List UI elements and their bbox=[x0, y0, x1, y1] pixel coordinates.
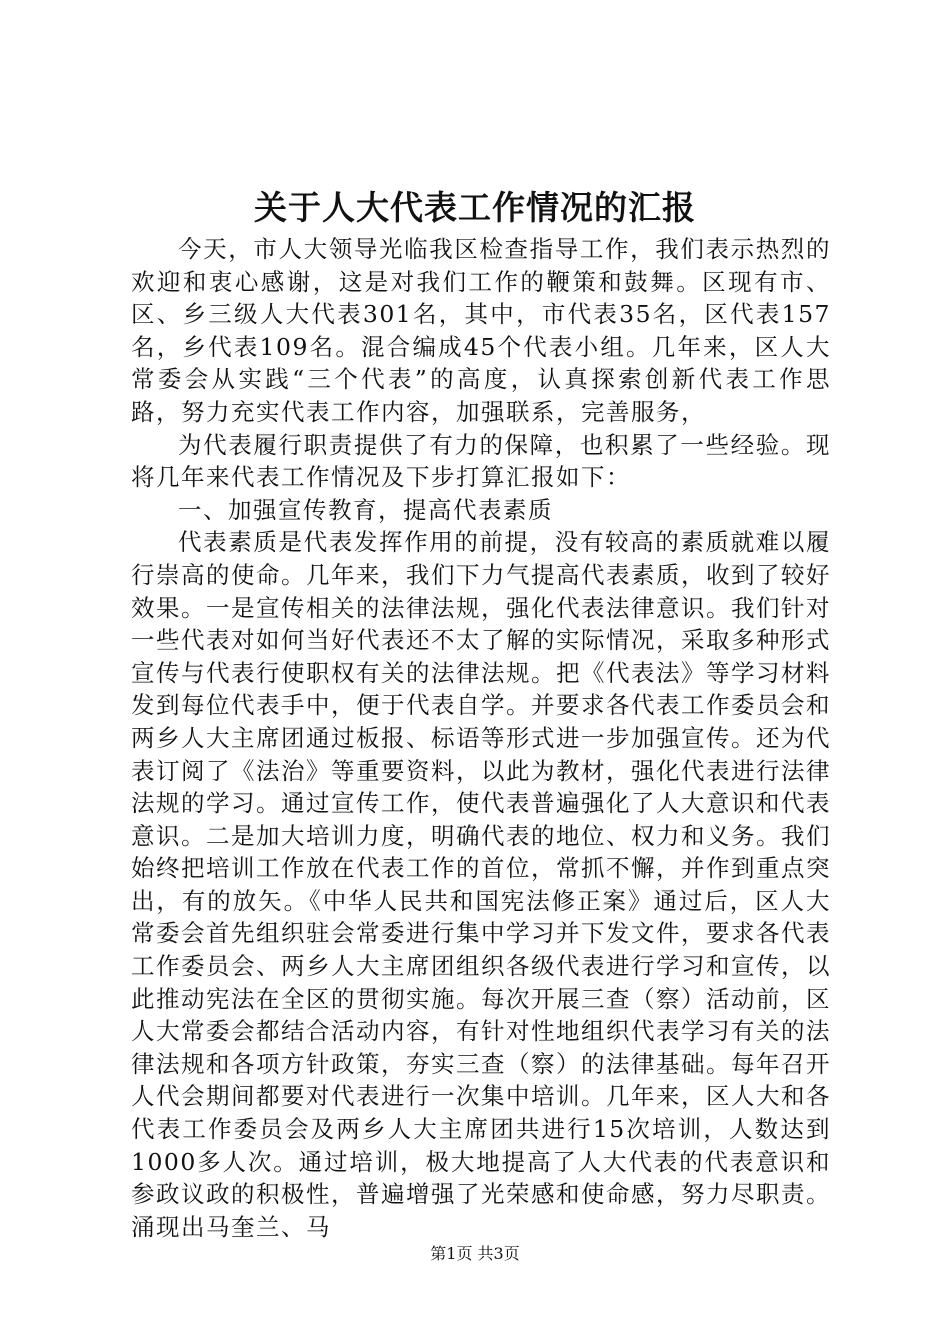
document-body bbox=[131, 233, 831, 1243]
page-footer: 第1页 共3页 bbox=[430, 1244, 520, 1263]
paragraph-section-1: 代表素质是代表发挥作用的前提，没有较高的素质就难以履行崇高的使命。几年来，我们下力气提高代表素质，收到了较好效果。一是宣传相关的法律法规，强化代表法律意识。我们针对一些代表对如何当好代表还不太了解的实际情况，采取多种形式宣传与代表行使职权有关的法律法规。把《代表法》等学习材料发到每位代表手中，便于代表自学。并要求各代表工作委员会和两乡人大主席团通过板报、标语等形式进一步加强宣传。还为代表订阅了《法治》等重要资料，以此为教材，强化代表进行法律法规的学习。通过宣传工作，使代表普遍强化了人大意识和代表意识。二是加大培训力度，明确代表的地位、权力和义务。我们始终把培训工作放在代表工作的首位，常抓不懈，并作到重点突出，有的放矢。《中华人民共和国宪法修正案》通过后，区人大常委会首先组织驻会常委进行集中学习并下发文件，要求各代表工作委员会、两乡人大主席团组织各级代表进行学习和宣传，以此推动宪法在全区的贯彻实施。每次开展三查（察）活动前，区人大常委会都结合活动内容，有针对性地组织代表学习有关的法律法规和各项方针政策，夯实三查（察）的法律基础。每年召开人代会期间都要对代表进行一次集中培训。几年来，区人大和各代表工作委员会及两乡人大主席团共进行15次培训，人数达到1000多人次。通过培训，极大地提高了人大代表的代表意识和参政议政的积极性，普遍增强了光荣感和使命感，努力尽职责。涌现出马奎兰、马 bbox=[131, 528, 831, 1241]
document-title: 关于人大代表工作情况的汇报 bbox=[254, 188, 696, 227]
paragraph-intro-continued: 为代表履行职责提供了有力的保障，也积累了一些经验。现将几年来代表工作情况及下步打算汇报如下： bbox=[131, 430, 831, 492]
paragraph-intro: 今天，市人大领导光临我区检查指导工作，我们表示热烈的欢迎和衷心感谢，这是对我们工作的鞭策和鼓舞。区现有市、区、乡三级人大代表301名，其中，市代表35名，区代表157名，乡代表109名。混合编成45个代表小组。几年来，区人大常委会从实践“三个代表”的高度，认真探索创新代表工作思路，努力充实代表工作内容，加强联系，完善服务， bbox=[131, 235, 831, 426]
section-heading-1: 一、加强宣传教育，提高代表素质 bbox=[178, 495, 553, 524]
